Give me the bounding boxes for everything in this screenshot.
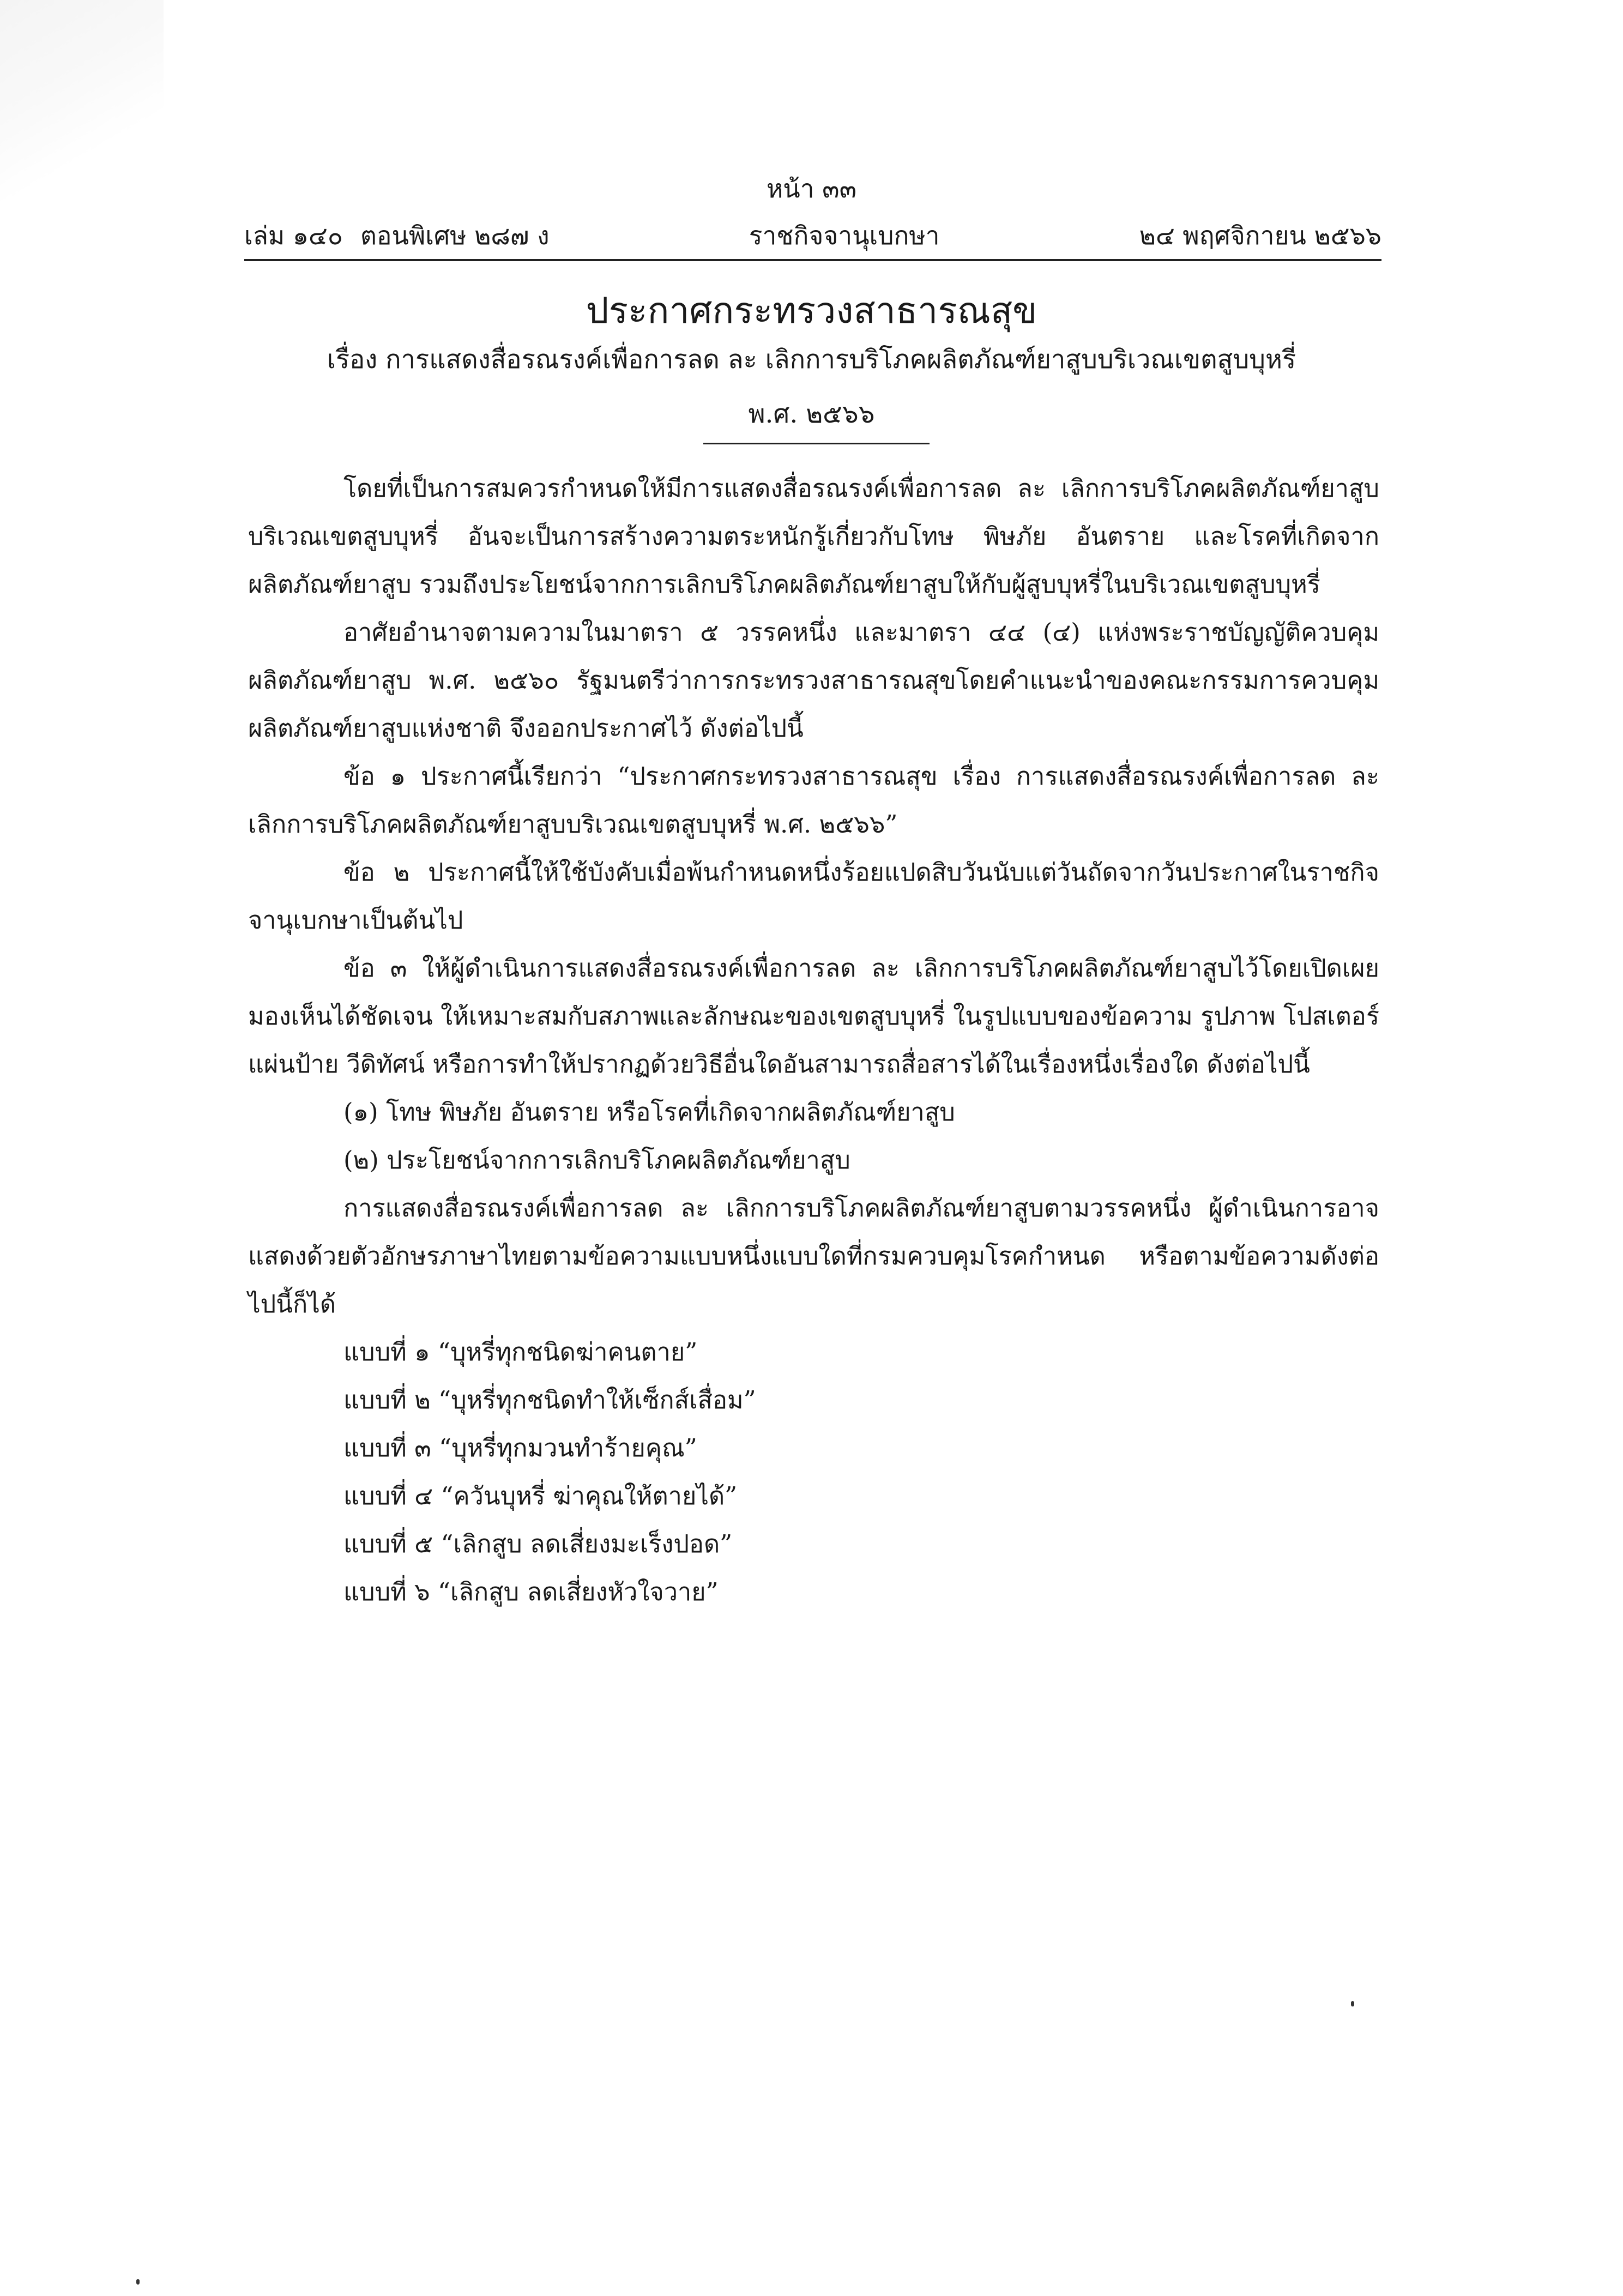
announcement-year: พ.ศ. ๒๕๖๖ [748,399,875,429]
scan-speck [136,2279,140,2285]
scan-speck [1351,2001,1354,2006]
issue: ตอนพิเศษ ๒๘๗ ง [360,221,550,250]
scan-corner-fold [0,0,164,251]
volume: เล่ม ๑๔๐ [244,221,343,250]
clause-1: ข้อ ๑ ประกาศนี้เรียกว่า “ประกาศกระทรวงสาธารณสุข เรื่อง การแสดงสื่อรณรงค์เพื่อการลด ละ เลิกการบริโภคผลิตภัณฑ์ยาสูบบริเวณเขตสูบบุหรี่ พ.ศ. ๒๕๖๖” [248,762,1379,839]
pattern-6: แบบที่ ๖ “เลิกสูบ ลดเสี่ยงหัวใจวาย” [343,1577,719,1606]
paragraph-2: การแสดงสื่อรณรงค์เพื่อการลด ละ เลิกการบริโภคผลิตภัณฑ์ยาสูบตามวรรคหนึ่ง ผู้ดำเนินการอาจแสดงด้วยตัวอักษรภาษาไทยตามข้อความแบบหนึ่งแบบใดที่กรมควบคุมโรคกำหนด หรือตามข้อความดังต่อไปนี้ก็ได้ [248,1194,1379,1318]
pattern-4: แบบที่ ๔ “ควันบุหรี่ ฆ่าคุณให้ตายได้” [343,1481,738,1510]
volume-issue [244,219,550,252]
page-number: หน้า ๓๓ [766,174,857,203]
pattern-1: แบบที่ ๑ “บุหรี่ทุกชนิดฆ่าคนตาย” [343,1337,698,1366]
announcement-title: ประกาศกระทรวงสาธารณสุข [586,290,1037,332]
pattern-3: แบบที่ ๓ “บุหรี่ทุกมวนทำร้ายคุณ” [343,1433,697,1462]
preamble-paragraph: โดยที่เป็นการสมควรกำหนดให้มีการแสดงสื่อรณรงค์เพื่อการลด ละ เลิกการบริโภคผลิตภัณฑ์ยาสูบบริเวณเขตสูบบุหรี่ อันจะเป็นการสร้างความตระหนักรู้เกี่ยวกับโทษ พิษภัย อันตราย และโรคที่เกิดจากผลิตภัณฑ์ยาสูบ รวมถึงประโยชน์จากการเลิกบริโภคผลิตภัณฑ์ยาสูบให้กับผู้สูบบุหรี่ในบริเวณเขตสูบบุหรี่ [248,474,1379,599]
announcement-subject: เรื่อง การแสดงสื่อรณรงค์เพื่อการลด ละ เลิกการบริโภคผลิตภัณฑ์ยาสูบบริเวณเขตสูบบุหรี่ [327,345,1296,375]
publication-name: ราชกิจจานุเบกษา [749,221,940,250]
pattern-5: แบบที่ ๕ “เลิกสูบ ลดเสี่ยงมะเร็งปอด” [343,1529,733,1558]
announcement-body [248,465,1379,1616]
clause-3: ข้อ ๓ ให้ผู้ดำเนินการแสดงสื่อรณรงค์เพื่อการลด ละ เลิกการบริโภคผลิตภัณฑ์ยาสูบไว้โดยเปิดเผยมองเห็นได้ชัดเจน ให้เหมาะสมกับสภาพและลักษณะของเขตสูบบุหรี่ ในรูปแบบของข้อความ รูปภาพ โปสเตอร์ แผ่นป้าย วีดิทัศน์ หรือการทำให้ปรากฏด้วยวิธีอื่นใดอันสามารถสื่อสารได้ในเรื่องหนึ่งเรื่องใด ดังต่อไปนี้ [248,954,1379,1078]
gazette-header [244,219,1381,252]
clause-3-item-1: (๑) โทษ พิษภัย อันตราย หรือโรคที่เกิดจากผลิตภัณฑ์ยาสูบ [343,1098,955,1126]
header-divider [244,259,1381,261]
title-divider [703,443,930,444]
clause-2: ข้อ ๒ ประกาศนี้ให้ใช้บังคับเมื่อพ้นกำหนดหนึ่งร้อยแปดสิบวันนับแต่วันถัดจากวันประกาศในราชกิจจานุเบกษาเป็นต้นไป [248,858,1379,935]
authority-paragraph: อาศัยอำนาจตามความในมาตรา ๕ วรรคหนึ่ง และมาตรา ๔๔ (๔) แห่งพระราชบัญญัติควบคุมผลิตภัณฑ์ยาสูบ พ.ศ. ๒๕๖๐ รัฐมนตรีว่าการกระทรวงสาธารณสุขโดยคำแนะนำของคณะกรรมการควบคุมผลิตภัณฑ์ยาสูบแห่งชาติ จึงออกประกาศไว้ ดังต่อไปนี้ [248,618,1379,743]
clause-3-item-2: (๒) ประโยชน์จากการเลิกบริโภคผลิตภัณฑ์ยาสูบ [343,1146,850,1174]
pattern-2: แบบที่ ๒ “บุหรี่ทุกชนิดทำให้เซ็กส์เสื่อม” [343,1385,756,1414]
publication-date: ๒๔ พฤศจิกายน ๒๕๖๖ [1139,221,1381,250]
